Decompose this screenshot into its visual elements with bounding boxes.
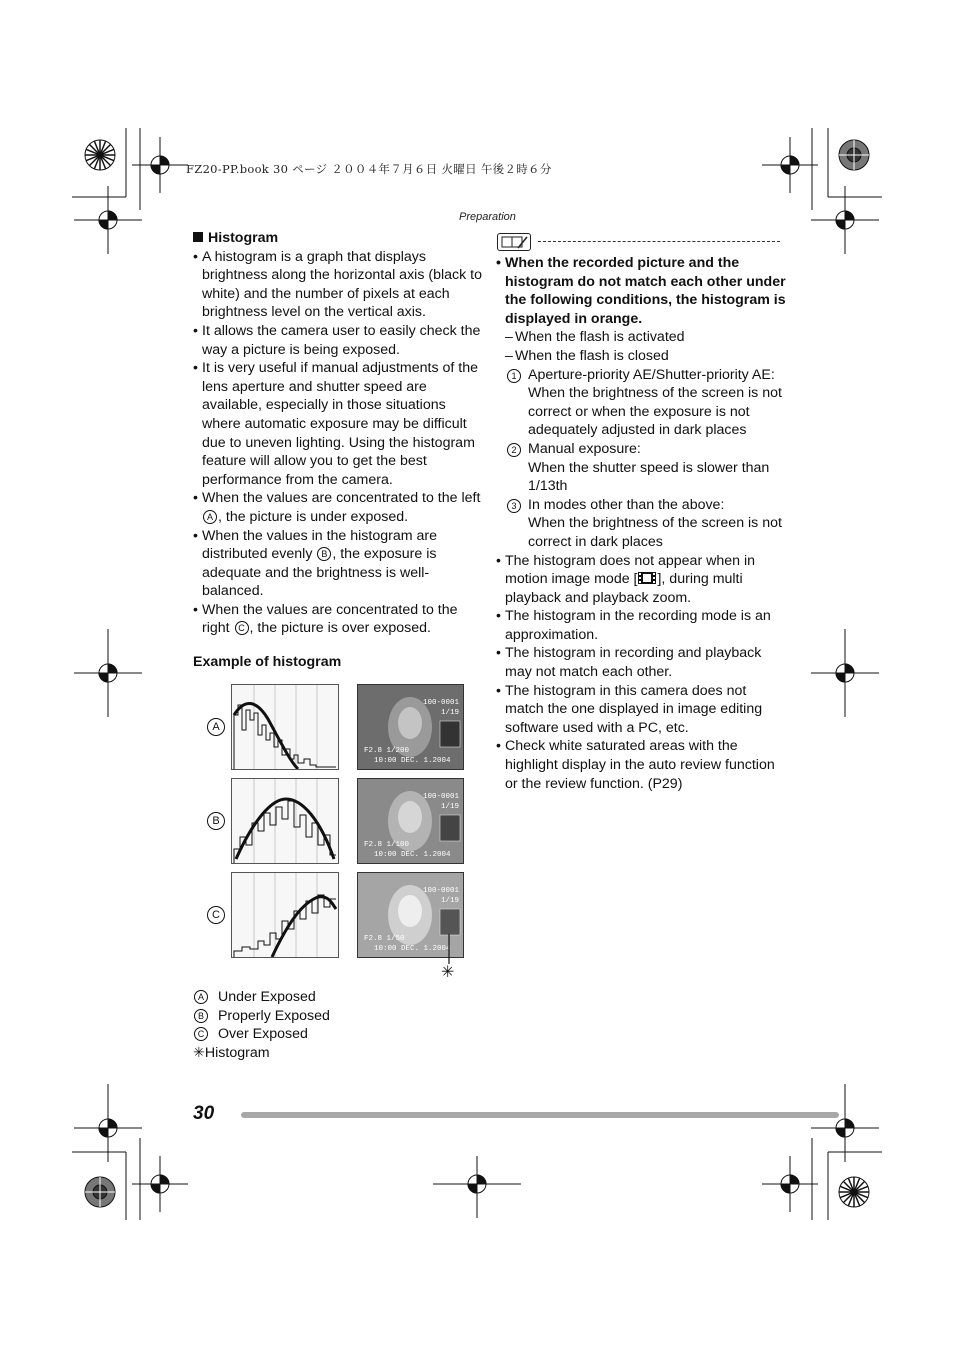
- histogram-properly-exposed: [231, 778, 339, 864]
- list-item: • When the values are concentrated to the right C , the picture is over exposed.: [193, 601, 483, 638]
- note-icon: [497, 233, 531, 251]
- camera-screen-over: 100-0001 1/19 F2.8 1/50 10:00 DEC. 1.2004: [357, 872, 464, 958]
- camera-screen-under: 100-0001 1/19 F2.8 1/200 10:00 DEC. 1.2004: [357, 684, 464, 770]
- legend-item: C Over Exposed: [193, 1025, 330, 1044]
- page-number: 30: [193, 1103, 215, 1124]
- list-item: • Check white saturated areas with the highlight display in the auto review function or the review function. (P29): [496, 737, 786, 793]
- list-item: • A histogram is a graph that displays brightness along the horizontal axis (black to white) and the number of pixels at each brightness level on the vertical axis.: [193, 248, 483, 322]
- legend-item: A Under Exposed: [193, 988, 330, 1007]
- section-title: Preparation: [459, 211, 516, 223]
- list-item: – When the flash is closed: [505, 347, 669, 364]
- list-item: • The histogram in this camera does not match the one displayed in image editing software used with a PC, etc.: [496, 682, 786, 738]
- row-label-a: A: [206, 718, 226, 736]
- list-item: • The histogram does not appear when in motion image mode [ ], during multi playback and playback zoom.: [496, 552, 786, 608]
- legend: [193, 988, 330, 1062]
- camera-screen-proper: 100-0001 1/19 F2.8 1/100 10:00 DEC. 1.2004: [357, 778, 464, 864]
- marker-c: C: [235, 621, 249, 635]
- numbered-item: 2 Manual exposure:: [496, 440, 786, 459]
- histogram-bullets: [193, 248, 483, 638]
- histogram-heading: Histogram: [193, 229, 483, 248]
- asterisk-marker: ✳: [441, 964, 455, 981]
- list-item: • The histogram in recording and playback may not match each other.: [496, 644, 786, 681]
- numbered-item-text: When the shutter speed is slower than 1/13th: [528, 459, 770, 495]
- legend-item: B Properly Exposed: [193, 1007, 330, 1026]
- list-item: • When the values in the histogram are distributed evenly B , the exposure is adequate and the brightness is well-balanced.: [193, 527, 483, 601]
- numbered-item-text: When the brightness of the screen is not correct in dark places: [528, 515, 782, 550]
- list-item: • It allows the camera user to easily check the way a picture is being exposed.: [193, 322, 483, 359]
- row-label-b: B: [206, 812, 226, 830]
- row-label-c: C: [206, 906, 226, 924]
- footer-bar: [241, 1112, 839, 1118]
- example-title: Example of histogram: [193, 654, 342, 670]
- numbered-item: 1 Aperture-priority AE/Shutter-priority AE:: [496, 366, 786, 385]
- list-item: • When the values are concentrated to the left A , the picture is under exposed.: [193, 489, 483, 526]
- right-column: [496, 254, 786, 793]
- legend-item: ✳Histogram: [193, 1044, 270, 1061]
- numbered-item-text: When the brightness of the screen is not correct or when the exposure is not adequately adjusted in dark places: [528, 385, 782, 439]
- list-item: • The histogram in the recording mode is an approximation.: [496, 607, 786, 644]
- note-divider: [538, 241, 780, 242]
- list-item: • When the recorded picture and the histogram do not match each other under the following conditions, the histogram is displayed in orange.: [496, 254, 786, 328]
- print-header: FZ20-PP.book 30 ページ ２００４年７月６日 火曜日 午後２時６分: [186, 162, 552, 176]
- marker-a: A: [203, 510, 217, 524]
- histogram-under-exposed: [231, 684, 339, 770]
- list-item: • It is very useful if manual adjustments of the lens aperture and shutter speed are available, especially in those situations where automatic exposure may be difficult due to uneven lighting. Using the histogram feature will allow you to get the best performance from the camera.: [193, 359, 483, 489]
- left-column: [193, 229, 483, 638]
- list-item: – When the flash is activated: [505, 329, 685, 346]
- histogram-graph: [232, 779, 338, 863]
- marker-b: B: [317, 547, 331, 561]
- square-bullet-icon: [193, 232, 203, 242]
- numbered-item: 3 In modes other than the above:: [496, 496, 786, 515]
- histogram-over-exposed: [231, 872, 339, 958]
- motion-image-icon: [637, 571, 657, 585]
- histogram-pointer-line: [444, 934, 454, 964]
- histogram-graph: [232, 873, 338, 957]
- histogram-graph: [232, 685, 338, 769]
